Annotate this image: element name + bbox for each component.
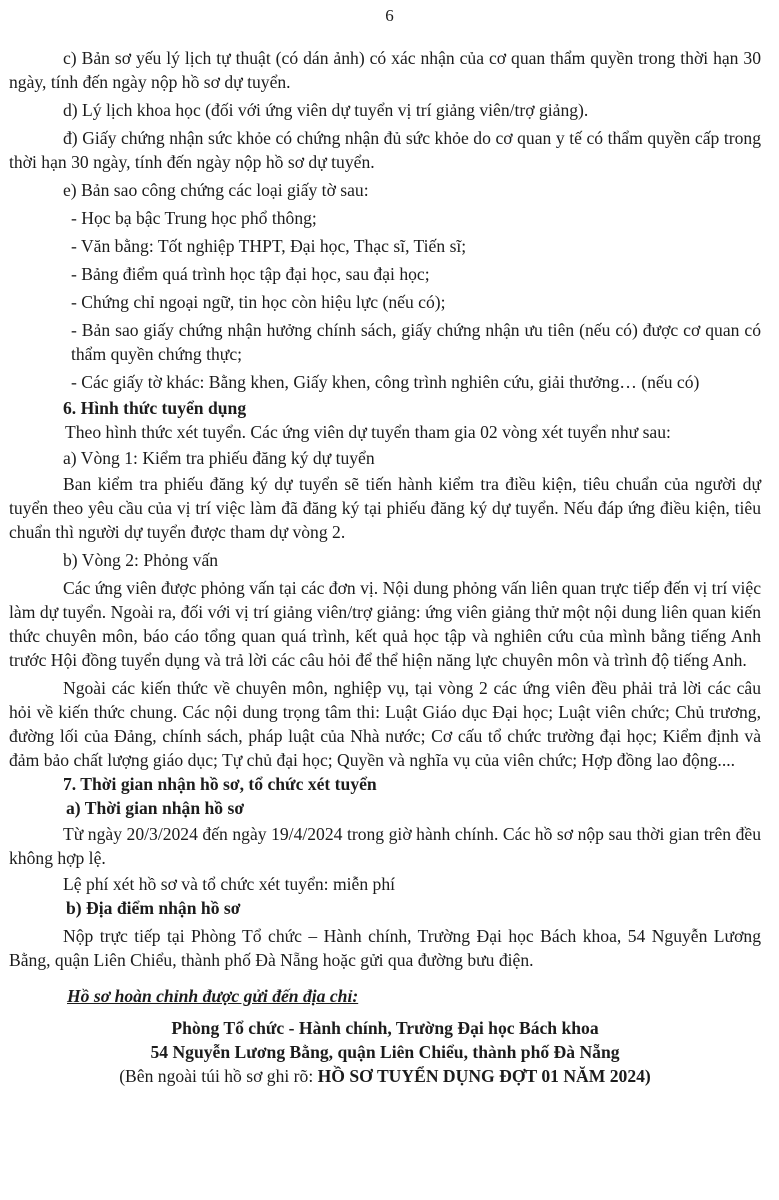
section-7a-text: Từ ngày 20/3/2024 đến ngày 19/4/2024 trong giờ hành chính. Các hồ sơ nộp sau thời gian trên đều không hợp lệ. [9, 824, 761, 868]
list-item: - Bảng điểm quá trình học tập đại học, sau đại học; [71, 264, 430, 284]
list-item: - Chứng chỉ ngoại ngữ, tin học còn hiệu lực (nếu có); [71, 292, 446, 312]
address-label: Hồ sơ hoàn chỉnh được gửi đến địa chỉ: [67, 986, 359, 1006]
general-knowledge-text: Ngoài các kiến thức về chuyên môn, nghiệp vụ, tại vòng 2 các ứng viên đều phải trả lời các câu hỏi về kiến thức chung. Các nội dung trọng tâm thi: Luật Giáo dục Đại học; Luật viên chức; Chủ trương, đường lối của Đảng, chính sách, pháp luật của Nhà nước; Cơ cấu tổ chức trường đại học; Kiểm định và đảm bảo chất lượng giáo dục; Tự chủ đại học; Quyền và nghĩa vụ của viên chức; Hợp đồng lao động.... [9, 678, 761, 770]
document-list [9, 206, 761, 394]
paragraph-c: c) Bản sơ yếu lý lịch tự thuật (có dán ảnh) có xác nhận của cơ quan thẩm quyền trong thời hạn 30 ngày, tính đến ngày nộp hồ sơ dự tuyển. [9, 48, 761, 92]
paragraph-dd: đ) Giấy chứng nhận sức khỏe có chứng nhận đủ sức khỏe do cơ quan y tế có thẩm quyền cấp trong thời hạn 30 ngày, tính đến ngày nộp hồ sơ dự tuyển. [9, 128, 761, 172]
paragraph-e: e) Bản sao công chứng các loại giấy tờ sau: [63, 180, 369, 200]
document-body [9, 31, 761, 1088]
section-7a-title: a) Thời gian nhận hồ sơ [66, 798, 245, 818]
section-7b-text: Nộp trực tiếp tại Phòng Tổ chức – Hành chính, Trường Đại học Bách khoa, 54 Nguyễn Lương Bằng, quận Liên Chiểu, thành phố Đà Nẵng hoặc gửi qua đường bưu điện. [9, 926, 761, 970]
round-2-title: b) Vòng 2: Phỏng vấn [63, 550, 219, 570]
address-note-prefix: (Bên ngoài túi hồ sơ ghi rõ: [119, 1066, 318, 1086]
address-block [9, 1016, 761, 1088]
round-1-title: a) Vòng 1: Kiểm tra phiếu đăng ký dự tuyển [63, 448, 375, 468]
list-item: - Bản sao giấy chứng nhận hưởng chính sách, giấy chứng nhận ưu tiên (nếu có) được cơ quan có thẩm quyền chứng thực; [71, 320, 761, 364]
section-7b-title: b) Địa điểm nhận hồ sơ [66, 898, 241, 918]
page-number: 6 [385, 6, 394, 25]
paragraph-d: d) Lý lịch khoa học (đối với ứng viên dự tuyển vị trí giảng viên/trợ giảng). [63, 100, 589, 120]
list-item: - Văn bằng: Tốt nghiệp THPT, Đại học, Thạc sĩ, Tiến sĩ; [71, 236, 467, 256]
round-1-text: Ban kiểm tra phiếu đăng ký dự tuyển sẽ tiến hành kiểm tra điều kiện, tiêu chuẩn của người dự tuyển theo yêu cầu của vị trí việc làm đã đăng ký tại phiếu đăng ký dự tuyển. Nếu đáp ứng điều kiện, tiêu chuẩn thì người dự tuyển được tham dự vòng 2. [9, 474, 761, 542]
address-line-3 [9, 1064, 761, 1088]
list-item: - Học bạ bậc Trung học phổ thông; [71, 208, 317, 228]
list-item: - Các giấy tờ khác: Bằng khen, Giấy khen, công trình nghiên cứu, giải thưởng… (nếu có) [71, 372, 700, 392]
section-6-heading: 6. Hình thức tuyển dụng [63, 398, 247, 418]
fee-text: Lệ phí xét hồ sơ và tổ chức xét tuyển: miễn phí [63, 874, 396, 894]
address-line-2: 54 Nguyễn Lương Bằng, quận Liên Chiểu, thành phố Đà Nẵng [150, 1042, 620, 1062]
round-2-text: Các ứng viên được phỏng vấn tại các đơn vị. Nội dung phỏng vấn liên quan trực tiếp đến vị trí việc làm dự tuyển. Ngoài ra, đối với vị trí giảng viên/trợ giảng: ứng viên giảng thử một nội dung liên quan kiến thức chuyên môn, báo cáo tổng quan quá trình, kết quả học tập và nghiên cứu của mình bằng tiếng Anh trước Hội đồng tuyển dụng và trả lời các câu hỏi để thể hiện năng lực chuyên môn và trình độ tiếng Anh. [9, 578, 762, 670]
section-6-intro: Theo hình thức xét tuyển. Các ứng viên dự tuyển tham gia 02 vòng xét tuyển như sau: [65, 422, 671, 442]
address-line-1: Phòng Tổ chức - Hành chính, Trường Đại học Bách khoa [171, 1018, 599, 1038]
address-note-bold: HỒ SƠ TUYỂN DỤNG ĐỢT 01 NĂM 2024) [317, 1066, 651, 1086]
section-7-heading: 7. Thời gian nhận hồ sơ, tổ chức xét tuyển [63, 774, 377, 794]
